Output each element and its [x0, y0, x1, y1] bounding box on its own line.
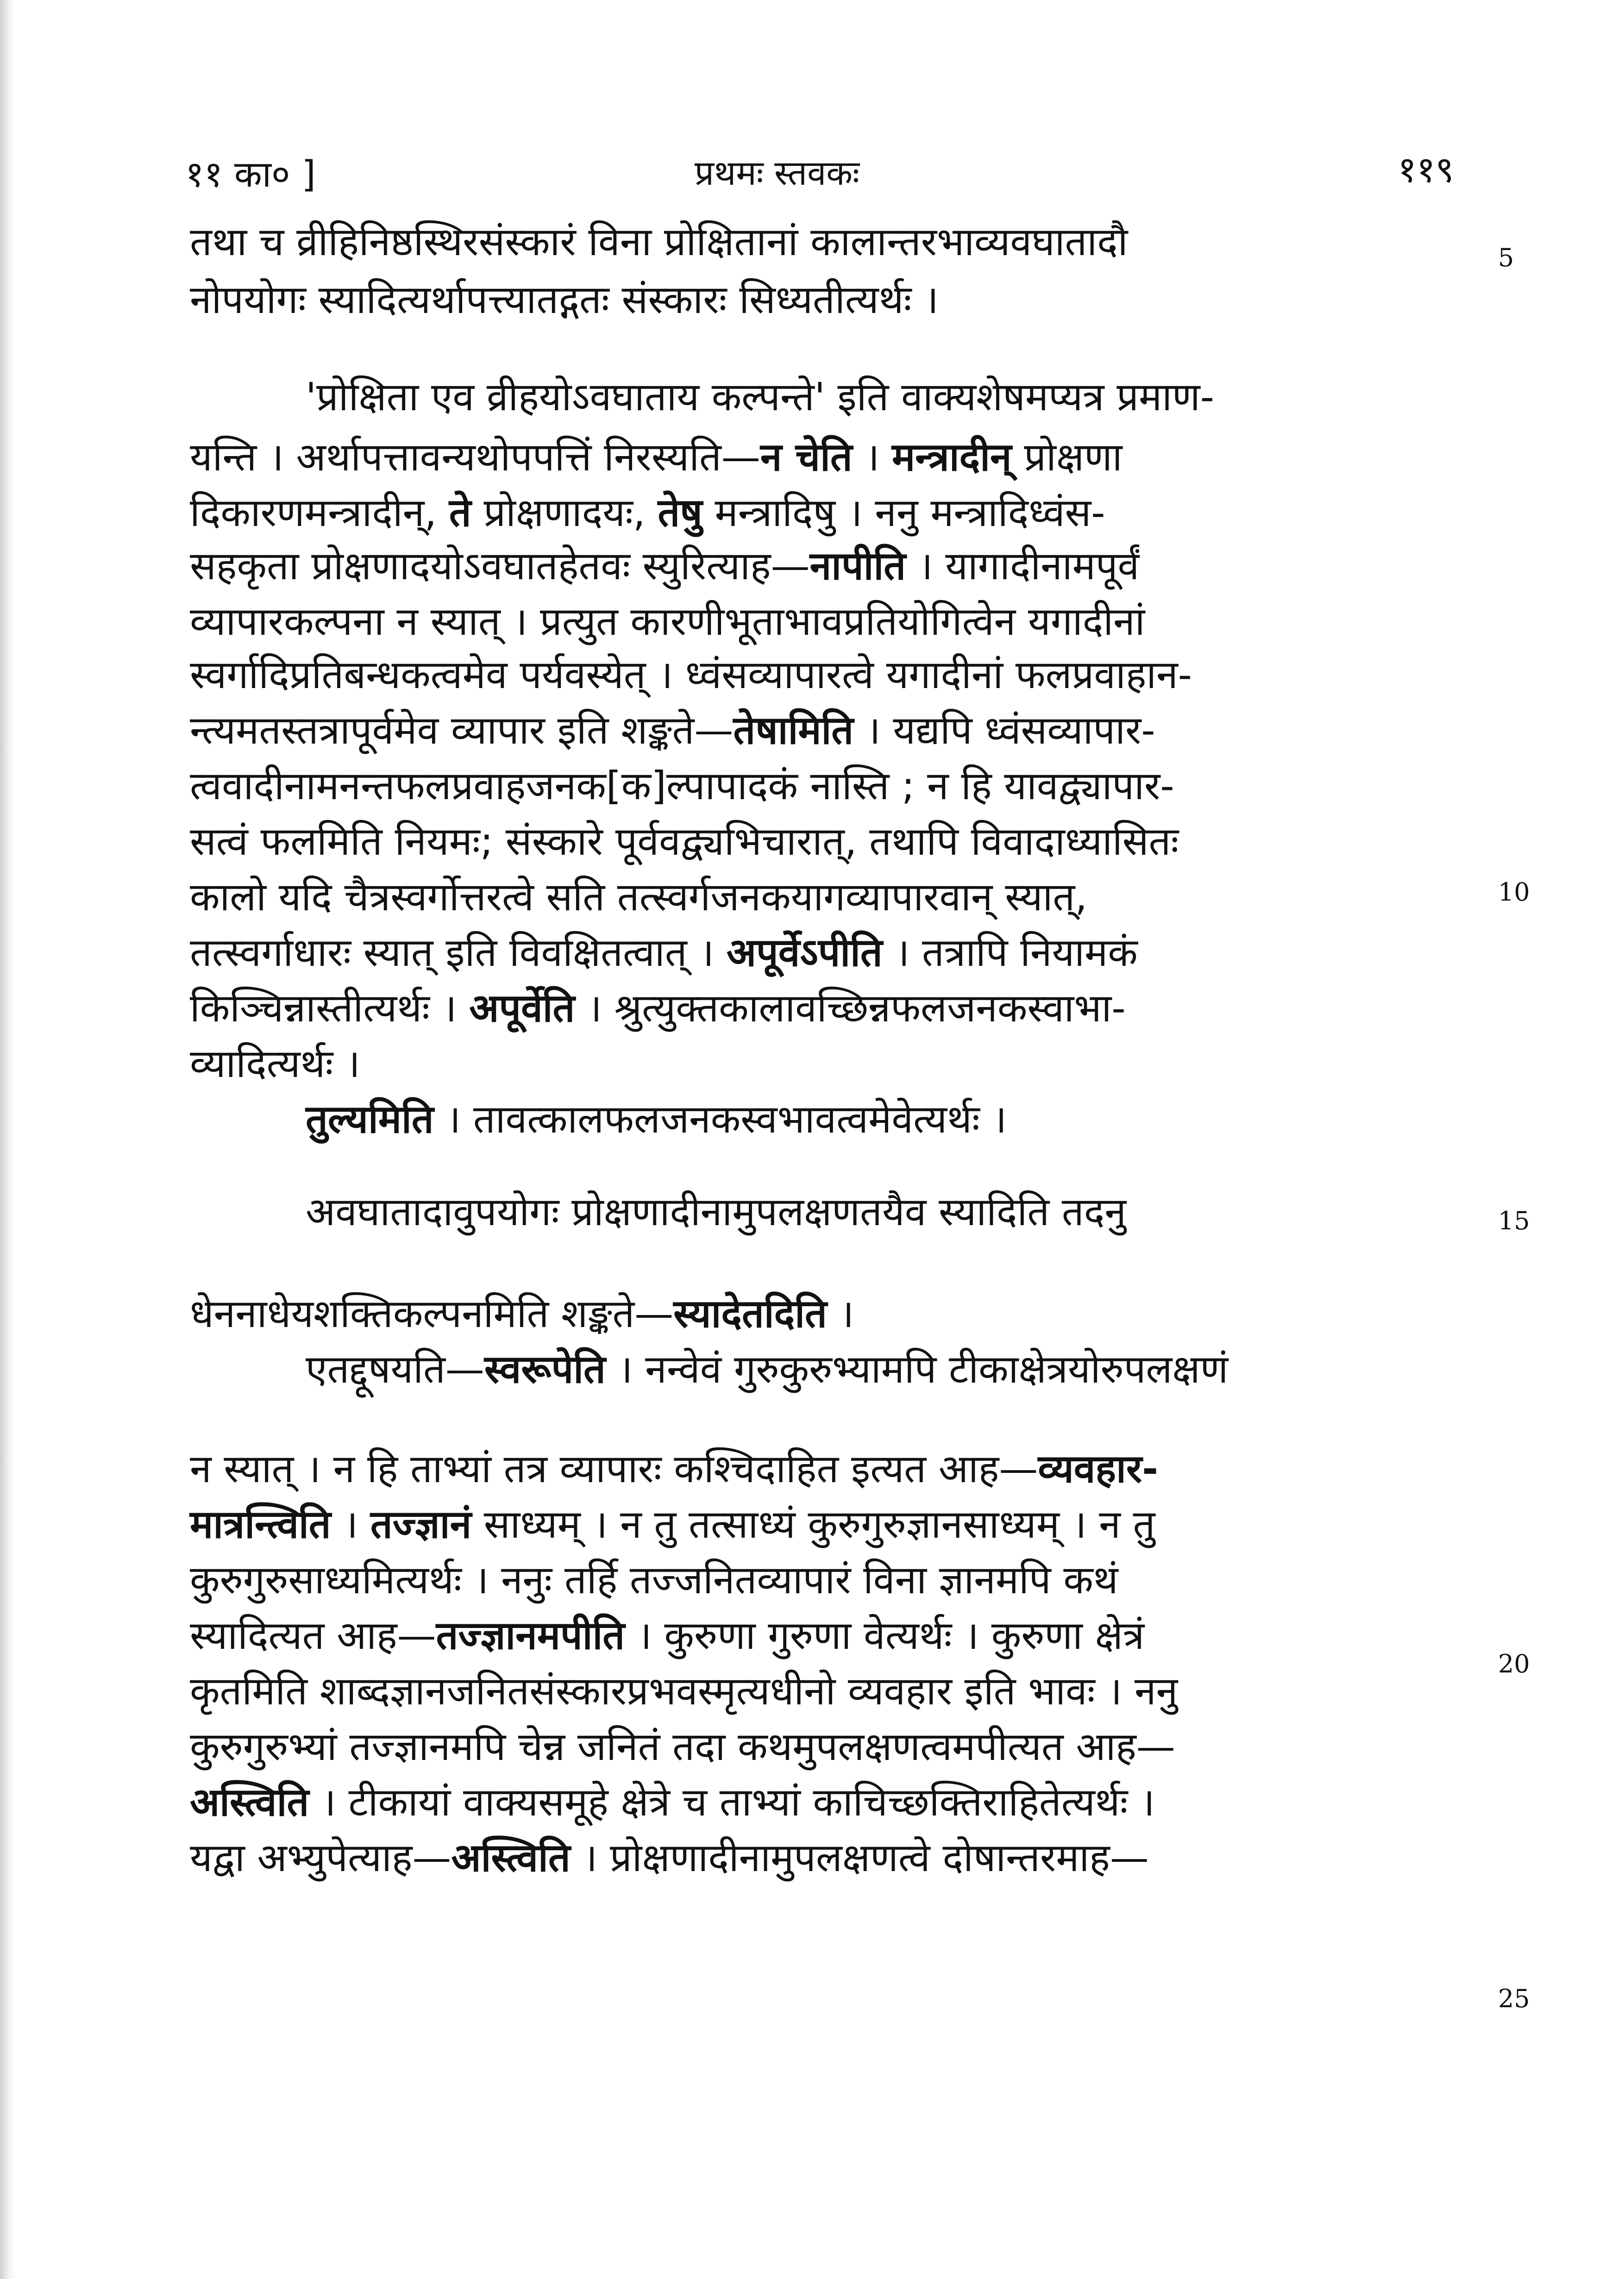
text-line: [306, 1189, 1126, 1234]
line-number: 25: [1498, 1984, 1530, 2013]
text-segment: न्त्यमतस्तत्रापूर्वमेव व्यापार इति शङ्कते—: [190, 707, 734, 753]
bold-lemma: अस्त्विति: [451, 1835, 571, 1880]
text-segment: मन्त्रादिषु । ननु मन्त्रादिध्वंस-: [702, 490, 1105, 535]
text-segment: तथा च व्रीहिनिष्ठस्थिरसंस्कारं विना प्रोक्षितानां कालान्तरभाव्यवघातादौ: [190, 219, 1128, 264]
text-line: [190, 1724, 1175, 1769]
text-line: [190, 652, 1192, 697]
text-segment: तत्स्वर्गाधारः स्यात् इति विवक्षितत्वात् ।: [190, 930, 727, 975]
text-line: [190, 219, 1128, 264]
bold-lemma: तेषु: [658, 490, 702, 535]
text-segment: ।: [827, 1291, 854, 1336]
text-line: [190, 1502, 1155, 1547]
text-segment: सहकृता प्रोक्षणादयोऽवघातहेतवः स्युरित्याह—: [190, 543, 810, 589]
bold-lemma: स्वरूपेति: [484, 1346, 606, 1392]
text-line: [190, 599, 1145, 644]
text-line: [190, 819, 1179, 864]
text-segment: किञ्चिन्नास्तीत्यर्थः ।: [190, 985, 470, 1031]
bold-lemma: तुल्यमिति: [306, 1096, 434, 1142]
text-line: [190, 1446, 1159, 1491]
text-line: [190, 1557, 1118, 1603]
text-line: [190, 277, 939, 322]
text-segment: । यागादीनामपूर्वं: [906, 543, 1140, 589]
bold-lemma: व्यवहार-: [1038, 1446, 1159, 1491]
text-segment: एतद्दूषयति—: [306, 1346, 484, 1392]
text-segment: न स्यात् । न हि ताभ्यां तत्र व्यापारः कश्चिदाहित इत्यत आह—: [190, 1446, 1038, 1491]
text-line: [306, 374, 1215, 419]
text-segment: त्ववादीनामनन्तफलप्रवाहजनक[क]ल्पापादकं नास्ति ; न हि यावद्व्यापार-: [190, 763, 1174, 808]
text-segment: । तावत्कालफलजनकस्वभावत्वमेवेत्यर्थः ।: [433, 1096, 1007, 1142]
page-number: ११९: [1398, 149, 1454, 191]
text-line: [190, 1041, 360, 1086]
text-segment: । कुरुणा गुरुणा वेत्यर्थः । कुरुणा क्षेत्रं: [625, 1613, 1145, 1658]
line-number: 15: [1498, 1206, 1530, 1235]
text-segment: 'प्रोक्षिता एव व्रीहयोऽवघाताय कल्पन्ते' इति वाक्यशेषमप्यत्र प्रमाण-: [306, 374, 1215, 419]
line-number: 5: [1498, 243, 1514, 272]
text-segment: । टीकायां वाक्यसमूहे क्षेत्रे च ताभ्यां काचिच्छक्तिराहितेत्यर्थः ।: [309, 1779, 1155, 1825]
text-segment: यन्ति । अर्थापत्तावन्यथोपपत्तिं निरस्यति—: [190, 434, 760, 480]
line-number: 10: [1498, 877, 1530, 907]
bold-lemma: मन्त्रादीन्: [892, 434, 1012, 480]
bold-lemma: ते: [449, 490, 471, 535]
text-segment: । प्रोक्षणादीनामुपलक्षणत्वे दोषान्तरमाह—: [570, 1835, 1149, 1880]
text-line: [190, 930, 1138, 975]
bold-lemma: तज्ज्ञानमपीति: [436, 1613, 625, 1658]
bold-lemma: तज्ज्ञानं: [370, 1502, 472, 1547]
text-line: [190, 1613, 1145, 1658]
text-line: [306, 1346, 1229, 1392]
text-segment: प्रोक्षणा: [1011, 434, 1122, 480]
text-segment: ।: [331, 1502, 370, 1547]
text-line: [190, 543, 1140, 589]
text-line: [190, 1835, 1149, 1880]
text-segment: दिकारणमन्त्रादीन्,: [190, 490, 449, 535]
text-segment: व्यादित्यर्थः ।: [190, 1041, 360, 1086]
text-segment: । नन्वेवं गुरुकुरुभ्यामपि टीकाक्षेत्रयोरुपलक्षणं: [605, 1346, 1229, 1392]
text-segment: यद्वा अभ्युपेत्याह—: [190, 1835, 451, 1880]
text-segment: ।: [852, 434, 892, 480]
text-line: [190, 1291, 854, 1336]
text-line: [190, 707, 1155, 753]
bold-lemma: मात्रन्त्विति: [190, 1502, 331, 1547]
text-segment: कुरुगुरुभ्यां तज्ज्ञानमपि चेन्न जनितं तदा कथमुपलक्षणत्वमपीत्यत आह—: [190, 1724, 1175, 1769]
text-segment: प्रोक्षणादयः,: [471, 490, 658, 535]
page-edge-shadow: [0, 0, 16, 2279]
text-line: [190, 763, 1174, 808]
text-segment: कुरुगुरुसाध्यमित्यर्थः । ननुः तर्हि तज्जनितव्यापारं विना ज्ञानमपि कथं: [190, 1557, 1118, 1603]
text-segment: कालो यदि चैत्रस्वर्गोत्तरत्वे सति तत्स्वर्गजनकयागव्यापारवान् स्यात्,: [190, 874, 1087, 920]
text-line: [190, 490, 1105, 535]
bold-lemma: तेषामिति: [733, 707, 854, 753]
text-line: [190, 1668, 1178, 1714]
text-segment: सत्वं फलमिति नियमः; संस्कारे पूर्ववद्व्यभिचारात्, तथापि विवादाध्यासितः: [190, 819, 1179, 864]
bold-lemma: स्यादेतदिति: [673, 1291, 827, 1336]
text-segment: स्वर्गादिप्रतिबन्धकत्वमेव पर्यवस्येत् । ध्वंसव्यापारत्वे यगादीनां फलप्रवाहान-: [190, 652, 1192, 697]
text-line: [190, 1779, 1155, 1825]
bold-lemma: अस्त्विति: [190, 1779, 309, 1825]
text-line: [190, 434, 1122, 480]
text-segment: । तत्रापि नियामकं: [882, 930, 1138, 975]
text-line: [190, 985, 1126, 1031]
text-segment: धेननाधेयशक्तिकल्पनमिति शङ्कते—: [190, 1291, 674, 1336]
bold-lemma: न चेति: [760, 434, 853, 480]
text-segment: स्यादित्यत आह—: [190, 1613, 436, 1658]
text-segment: । श्रुत्युक्तकालावच्छिन्नफलजनकस्वाभा-: [575, 985, 1126, 1031]
text-line: [306, 1096, 1007, 1142]
bold-lemma: अपूर्वेति: [469, 985, 575, 1031]
text-segment: नोपयोगः स्यादित्यर्थापत्त्यातद्गतः संस्कारः सिध्यतीत्यर्थः ।: [190, 277, 939, 322]
bold-lemma: अपूर्वेऽपीति: [726, 930, 883, 975]
text-segment: । यद्यपि ध्वंसव्यापार-: [853, 707, 1155, 753]
header-chapter-title: प्रथमः स्तवकः: [695, 153, 860, 193]
text-segment: अवघातादावुपयोगः प्रोक्षणादीनामुपलक्षणतयैव स्यादिति तदनु: [306, 1189, 1126, 1234]
line-number: 20: [1498, 1649, 1530, 1678]
text-segment: साध्यम् । न तु तत्साध्यं कुरुगुरुज्ञानसाध्यम् । न तु: [471, 1502, 1155, 1547]
running-header: [185, 139, 1454, 199]
header-section-ref: ११ का० ]: [185, 154, 316, 195]
text-segment: कृतमिति शाब्दज्ञानजनितसंस्कारप्रभवस्मृत्यधीनो व्यवहार इति भावः । ननु: [190, 1668, 1178, 1714]
text-segment: व्यापारकल्पना न स्यात् । प्रत्युत कारणीभूताभावप्रतियोगित्वेन यगादीनां: [190, 599, 1145, 644]
text-line: [190, 874, 1087, 920]
bold-lemma: नापीति: [809, 543, 906, 589]
